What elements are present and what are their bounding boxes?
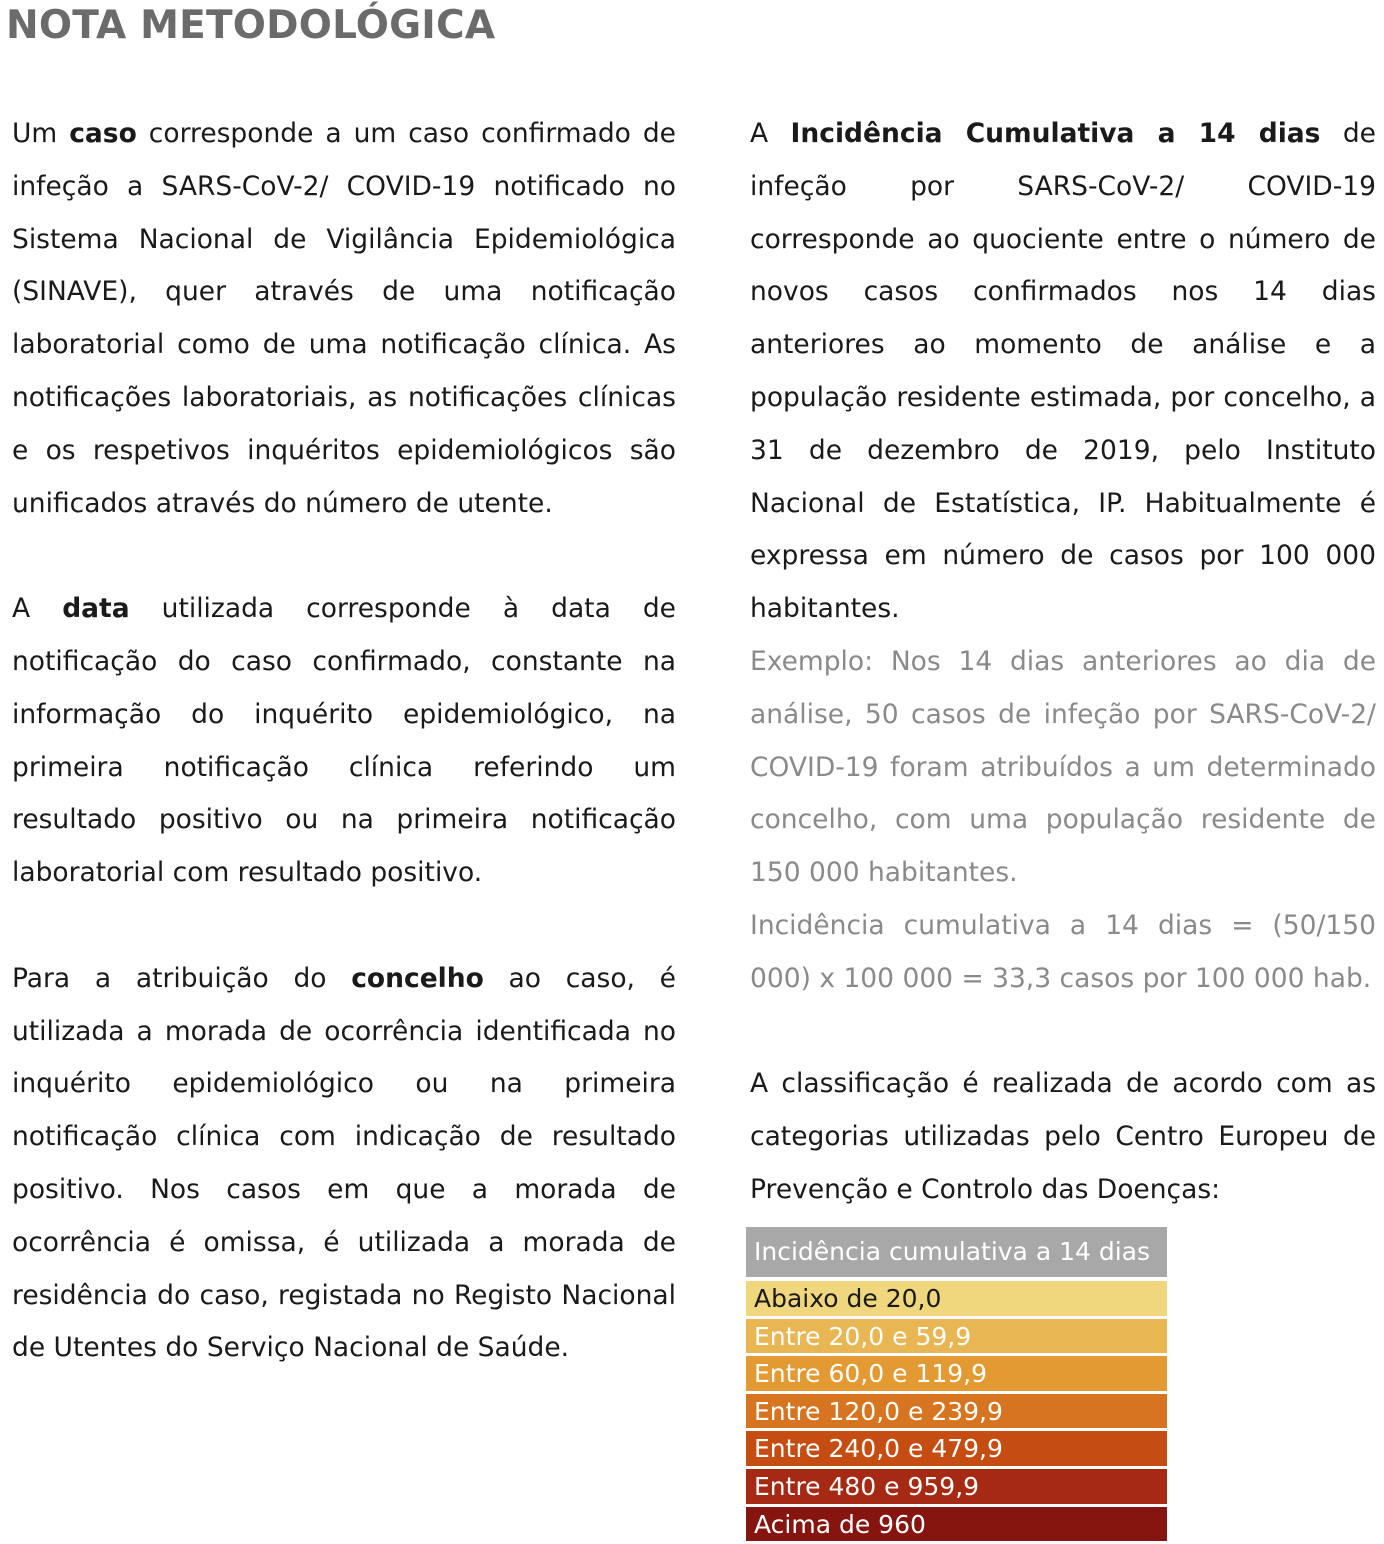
incidence-legend [746,1227,1167,1544]
legend-row: Acima de 960 [746,1507,1167,1542]
case-definition-paragraph: Um caso corresponde a um caso confirmado de infeção a SARS-CoV-2/ COVID-19 notificado no Sistema Nacional de Vigilância Epidemiológica (SINAVE), quer através de uma notificação laboratorial como de uma notificação clínica. As notificações laboratoriais, as notificações clínicas e os respetivos inquéritos epidemiológicos são unificados através do número de utente. [12,118,676,519]
legend-row: Entre 20,0 e 59,9 [746,1319,1167,1354]
right-column [750,108,1376,1217]
example-paragraph: Exemplo: Nos 14 dias anteriores ao dia de análise, 50 casos de infeção por SARS-CoV-2/ COVID-19 foram atribuídos a um determinado concelho, com uma população residente de 150 000 habitantes. [750,645,1376,889]
legend-row: Entre 60,0 e 119,9 [746,1356,1167,1391]
classification-paragraph: A classificação é realizada de acordo com as categorias utilizadas pelo Centro Europeu de Prevenção e Controlo das Doenças: [750,1068,1376,1205]
left-column [12,108,676,1375]
term-concelho: concelho [351,962,484,994]
term-incidencia: Incidência Cumulativa a 14 dias [790,118,1321,149]
legend-row: Entre 480 e 959,9 [746,1469,1167,1504]
term-caso: caso [69,118,137,149]
municipality-definition-paragraph: Para a atribuição do concelho ao caso, é utilizada a morada de ocorrência identificada no inquérito epidemiológico ou na primeira notificação clínica com indicação de resultado positivo. Nos casos em que a morada de ocorrência é omissa, é utilizada a morada de residência do caso, registada no Registo Nacional de Utentes do Serviço Nacional de Saúde. [12,962,676,1364]
incidence-definition-paragraph: A Incidência Cumulativa a 14 dias de infeção por SARS-CoV-2/ COVID-19 corresponde ao quociente entre o número de novos casos confirmados nos 14 dias anteriores ao momento de análise e a população residente estimada, por concelho, a 31 de dezembro de 2019, pelo Instituto Nacional de Estatística, IP. Habitualmente é expressa em número de casos por 100 000 habitantes. [750,118,1376,625]
page-title: NOTA METODOLÓGICA [6,3,496,48]
term-data: data [62,593,130,625]
legend-row: Abaixo de 20,0 [746,1281,1167,1316]
legend-row: Entre 120,0 e 239,9 [746,1394,1167,1429]
date-definition-paragraph: A data utilizada corresponde à data de notificação do caso confirmado, constante na informação do inquérito epidemiológico, na primeira notificação clínica referindo um resultado positivo ou na primeira notificação laboratorial com resultado positivo. [12,593,676,889]
legend-row: Entre 240,0 e 479,9 [746,1431,1167,1466]
legend-header: Incidência cumulativa a 14 dias [746,1227,1167,1277]
example-formula: Incidência cumulativa a 14 dias = (50/150 000) x 100 000 = 33,3 casos por 100 000 hab. [750,909,1376,994]
